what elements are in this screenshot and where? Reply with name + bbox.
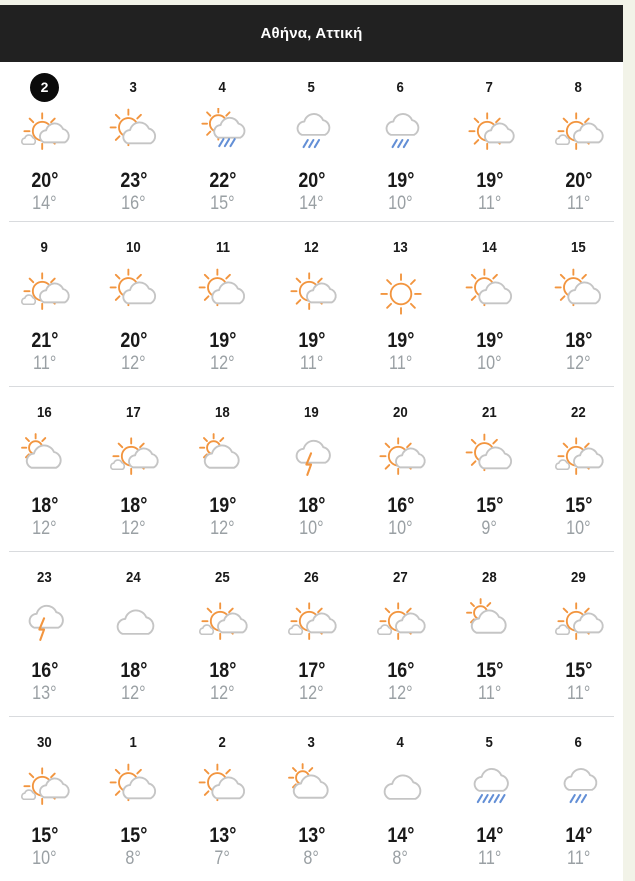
- day-cell[interactable]: [0, 222, 89, 386]
- day-number-area: [445, 73, 534, 101]
- day-number: 16: [37, 403, 52, 421]
- high-temp: 15°: [475, 659, 503, 682]
- day-number: 5: [307, 78, 316, 96]
- day-number-area: [89, 233, 178, 261]
- high-temp: 18°: [564, 329, 592, 352]
- low-temp: 14°: [299, 193, 324, 214]
- selected-day-number: 2: [30, 73, 59, 102]
- day-number-area: [89, 563, 178, 591]
- day-number-area: [0, 73, 89, 101]
- low-temp: 10°: [32, 848, 57, 869]
- sun-cloud-icon: [178, 756, 267, 820]
- day-number-area: [534, 728, 623, 756]
- day-cell[interactable]: [267, 552, 356, 716]
- low-temp: 15°: [210, 193, 235, 214]
- high-temp: 21°: [30, 329, 58, 352]
- thunder-icon: [0, 591, 89, 655]
- low-temp: 12°: [32, 518, 57, 539]
- cloudy-icon: [89, 591, 178, 655]
- day-number-area: [356, 398, 445, 426]
- day-number: 29: [571, 568, 586, 586]
- day-number: 17: [126, 403, 141, 421]
- day-number-area: [89, 728, 178, 756]
- rain-icon: [534, 756, 623, 820]
- high-temp: 19°: [386, 169, 414, 192]
- day-number-area: [0, 398, 89, 426]
- cloudy-icon: [356, 756, 445, 820]
- day-number: 13: [393, 238, 408, 256]
- day-number: 11: [215, 238, 230, 256]
- day-cell[interactable]: [267, 717, 356, 881]
- day-number-area: [178, 233, 267, 261]
- partly-cloudy-icon: [0, 101, 89, 165]
- day-number-area: [0, 233, 89, 261]
- sun-cloud-icon: [89, 756, 178, 820]
- high-temp: 15°: [475, 494, 503, 517]
- day-cell[interactable]: [534, 222, 623, 386]
- mostly-cloudy-icon: [0, 426, 89, 490]
- high-temp: 18°: [208, 659, 236, 682]
- high-temp: 22°: [208, 169, 236, 192]
- day-number: 20: [393, 403, 408, 421]
- day-number: 28: [482, 568, 497, 586]
- high-temp: 19°: [386, 329, 414, 352]
- day-number: 18: [215, 403, 230, 421]
- day-number-area: [445, 398, 534, 426]
- low-temp: 8°: [392, 848, 409, 869]
- high-temp: 13°: [297, 824, 325, 847]
- day-cell[interactable]: [89, 387, 178, 551]
- location-header: [0, 5, 623, 62]
- day-cell[interactable]: [445, 552, 534, 716]
- day-number-area: [89, 73, 178, 101]
- low-temp: 11°: [477, 683, 502, 704]
- low-temp: 10°: [388, 518, 413, 539]
- low-temp: 12°: [299, 683, 324, 704]
- mostly-cloudy-icon: [445, 591, 534, 655]
- day-number-area: [534, 73, 623, 101]
- day-number-area: [356, 233, 445, 261]
- day-cell[interactable]: [0, 552, 89, 716]
- day-number: 21: [482, 403, 497, 421]
- sun-cloud-icon: [534, 261, 623, 325]
- low-temp: 11°: [477, 193, 502, 214]
- high-temp: 18°: [297, 494, 325, 517]
- high-temp: 14°: [475, 824, 503, 847]
- day-number: 1: [129, 733, 138, 751]
- day-cell[interactable]: [534, 62, 623, 221]
- low-temp: 11°: [299, 353, 324, 374]
- day-cell[interactable]: [0, 717, 89, 881]
- day-number-area: [267, 563, 356, 591]
- day-number-area: [534, 233, 623, 261]
- high-temp: 15°: [30, 824, 58, 847]
- day-cell[interactable]: [356, 552, 445, 716]
- day-number: 3: [307, 733, 316, 751]
- day-number-area: [356, 728, 445, 756]
- day-cell[interactable]: [534, 717, 623, 881]
- day-number-area: [445, 563, 534, 591]
- high-temp: 20°: [564, 169, 592, 192]
- day-number: 15: [571, 238, 586, 256]
- partly-cloudy-icon: [178, 591, 267, 655]
- day-cell[interactable]: [178, 62, 267, 221]
- sun-cloud-icon: [445, 426, 534, 490]
- high-temp: 20°: [297, 169, 325, 192]
- partly-cloudy-icon: [89, 426, 178, 490]
- high-temp: 19°: [208, 494, 236, 517]
- day-cell[interactable]: [445, 62, 534, 221]
- low-temp: 12°: [388, 683, 413, 704]
- day-number: 4: [218, 78, 227, 96]
- day-number-area: [267, 233, 356, 261]
- day-cell[interactable]: [178, 222, 267, 386]
- day-number: 2: [218, 733, 227, 751]
- low-temp: 10°: [388, 193, 413, 214]
- mostly-cloudy-icon: [178, 426, 267, 490]
- rain-icon: [267, 101, 356, 165]
- day-cell[interactable]: [445, 387, 534, 551]
- day-number-area: [89, 398, 178, 426]
- day-number: 24: [126, 568, 141, 586]
- high-temp: 19°: [475, 329, 503, 352]
- high-temp: 19°: [208, 329, 236, 352]
- day-number-area: [178, 728, 267, 756]
- day-number: 14: [482, 238, 497, 256]
- low-temp: 9°: [481, 518, 498, 539]
- low-temp: 11°: [566, 683, 591, 704]
- day-cell[interactable]: [267, 222, 356, 386]
- high-temp: 19°: [297, 329, 325, 352]
- sun-cloud-icon: [178, 261, 267, 325]
- low-temp: 10°: [299, 518, 324, 539]
- sun-small-cloud-icon: [356, 426, 445, 490]
- day-number: 3: [129, 78, 138, 96]
- high-temp: 15°: [564, 659, 592, 682]
- high-temp: 13°: [208, 824, 236, 847]
- low-temp: 12°: [210, 683, 235, 704]
- day-number-area: [0, 728, 89, 756]
- low-temp: 12°: [210, 353, 235, 374]
- high-temp: 18°: [119, 659, 147, 682]
- day-cell[interactable]: [89, 62, 178, 221]
- day-number: 30: [37, 733, 52, 751]
- forecast-card: [0, 62, 623, 881]
- day-number: 5: [485, 733, 494, 751]
- sun-cloud-icon: [445, 261, 534, 325]
- high-temp: 18°: [119, 494, 147, 517]
- day-number-area: [0, 563, 89, 591]
- day-cell[interactable]: [267, 387, 356, 551]
- partly-cloudy-icon: [0, 261, 89, 325]
- day-number-area: [267, 398, 356, 426]
- day-cell[interactable]: [445, 222, 534, 386]
- thunder-icon: [267, 426, 356, 490]
- day-number: 27: [393, 568, 408, 586]
- high-temp: 17°: [297, 659, 325, 682]
- day-number: 8: [574, 78, 583, 96]
- low-temp: 11°: [566, 848, 591, 869]
- day-cell[interactable]: [89, 552, 178, 716]
- high-temp: 16°: [30, 659, 58, 682]
- low-temp: 11°: [477, 848, 502, 869]
- low-temp: 11°: [388, 353, 413, 374]
- day-number-area: [534, 398, 623, 426]
- low-temp: 16°: [121, 193, 146, 214]
- partly-cloudy-icon: [534, 426, 623, 490]
- partly-cloudy-icon: [534, 101, 623, 165]
- day-number-area: [356, 563, 445, 591]
- day-number-area: [178, 563, 267, 591]
- high-temp: 14°: [386, 824, 414, 847]
- day-cell[interactable]: [534, 387, 623, 551]
- low-temp: 8°: [303, 848, 320, 869]
- day-cell[interactable]: [356, 387, 445, 551]
- day-number-area: [178, 398, 267, 426]
- day-number: 7: [485, 78, 494, 96]
- high-temp: 20°: [30, 169, 58, 192]
- high-temp: 15°: [564, 494, 592, 517]
- day-number: 4: [396, 733, 405, 751]
- partly-cloudy-icon: [534, 591, 623, 655]
- partly-cloudy-icon: [356, 591, 445, 655]
- location-title: Αθήνα, Αττική: [260, 25, 363, 42]
- day-cell[interactable]: [356, 222, 445, 386]
- forecast-week-row: [0, 62, 623, 221]
- sun-cloud-icon: [89, 261, 178, 325]
- day-number-area: [445, 728, 534, 756]
- day-cell[interactable]: [534, 552, 623, 716]
- day-number: 12: [304, 238, 319, 256]
- sun-small-cloud-icon: [267, 261, 356, 325]
- day-number-area: [267, 728, 356, 756]
- rain-heavy-icon: [445, 756, 534, 820]
- forecast-week-row: [0, 222, 623, 386]
- low-temp: 12°: [121, 683, 146, 704]
- day-number: 9: [40, 238, 49, 256]
- day-number-area: [178, 73, 267, 101]
- day-number: 6: [396, 78, 405, 96]
- sun-small-cloud-icon: [445, 101, 534, 165]
- low-temp: 10°: [566, 518, 591, 539]
- low-temp: 11°: [566, 193, 591, 214]
- day-cell[interactable]: [356, 62, 445, 221]
- day-number: 10: [126, 238, 141, 256]
- low-temp: 8°: [125, 848, 142, 869]
- day-cell[interactable]: [178, 387, 267, 551]
- day-cell[interactable]: [178, 717, 267, 881]
- high-temp: 20°: [119, 329, 147, 352]
- day-cell[interactable]: [0, 387, 89, 551]
- low-temp: 13°: [32, 683, 57, 704]
- day-number-area: [445, 233, 534, 261]
- day-number: 26: [304, 568, 319, 586]
- low-temp: 12°: [210, 518, 235, 539]
- low-temp: 12°: [121, 518, 146, 539]
- day-cell[interactable]: [89, 717, 178, 881]
- partly-cloudy-icon: [0, 756, 89, 820]
- day-number: 6: [574, 733, 583, 751]
- day-cell[interactable]: [178, 552, 267, 716]
- day-cell[interactable]: [445, 717, 534, 881]
- high-temp: 16°: [386, 494, 414, 517]
- high-temp: 15°: [119, 824, 147, 847]
- partly-cloudy-icon: [267, 591, 356, 655]
- high-temp: 16°: [386, 659, 414, 682]
- low-temp: 14°: [32, 193, 57, 214]
- day-number: 23: [37, 568, 52, 586]
- low-temp: 10°: [477, 353, 502, 374]
- high-temp: 19°: [475, 169, 503, 192]
- high-temp: 18°: [30, 494, 58, 517]
- forecast-week-row: [0, 387, 623, 551]
- day-cell[interactable]: [89, 222, 178, 386]
- day-cell[interactable]: [267, 62, 356, 221]
- sun-cloud-icon: [89, 101, 178, 165]
- day-number-area: [267, 73, 356, 101]
- day-number-area: [534, 563, 623, 591]
- low-temp: 12°: [121, 353, 146, 374]
- sunny-icon: [356, 261, 445, 325]
- day-cell[interactable]: [0, 62, 89, 221]
- low-temp: 7°: [214, 848, 231, 869]
- sun-cloud-rain-icon: [178, 101, 267, 165]
- low-temp: 11°: [32, 353, 57, 374]
- forecast-week-row: [0, 717, 623, 881]
- day-number: 22: [571, 403, 586, 421]
- forecast-week-row: [0, 552, 623, 716]
- day-number-area: [356, 73, 445, 101]
- day-cell[interactable]: [356, 717, 445, 881]
- high-temp: 14°: [564, 824, 592, 847]
- low-temp: 12°: [566, 353, 591, 374]
- rain-icon: [356, 101, 445, 165]
- monthly-forecast-grid: [0, 62, 623, 881]
- day-number: 19: [304, 403, 319, 421]
- high-temp: 23°: [119, 169, 147, 192]
- day-number: 25: [215, 568, 230, 586]
- mostly-cloudy-icon: [267, 756, 356, 820]
